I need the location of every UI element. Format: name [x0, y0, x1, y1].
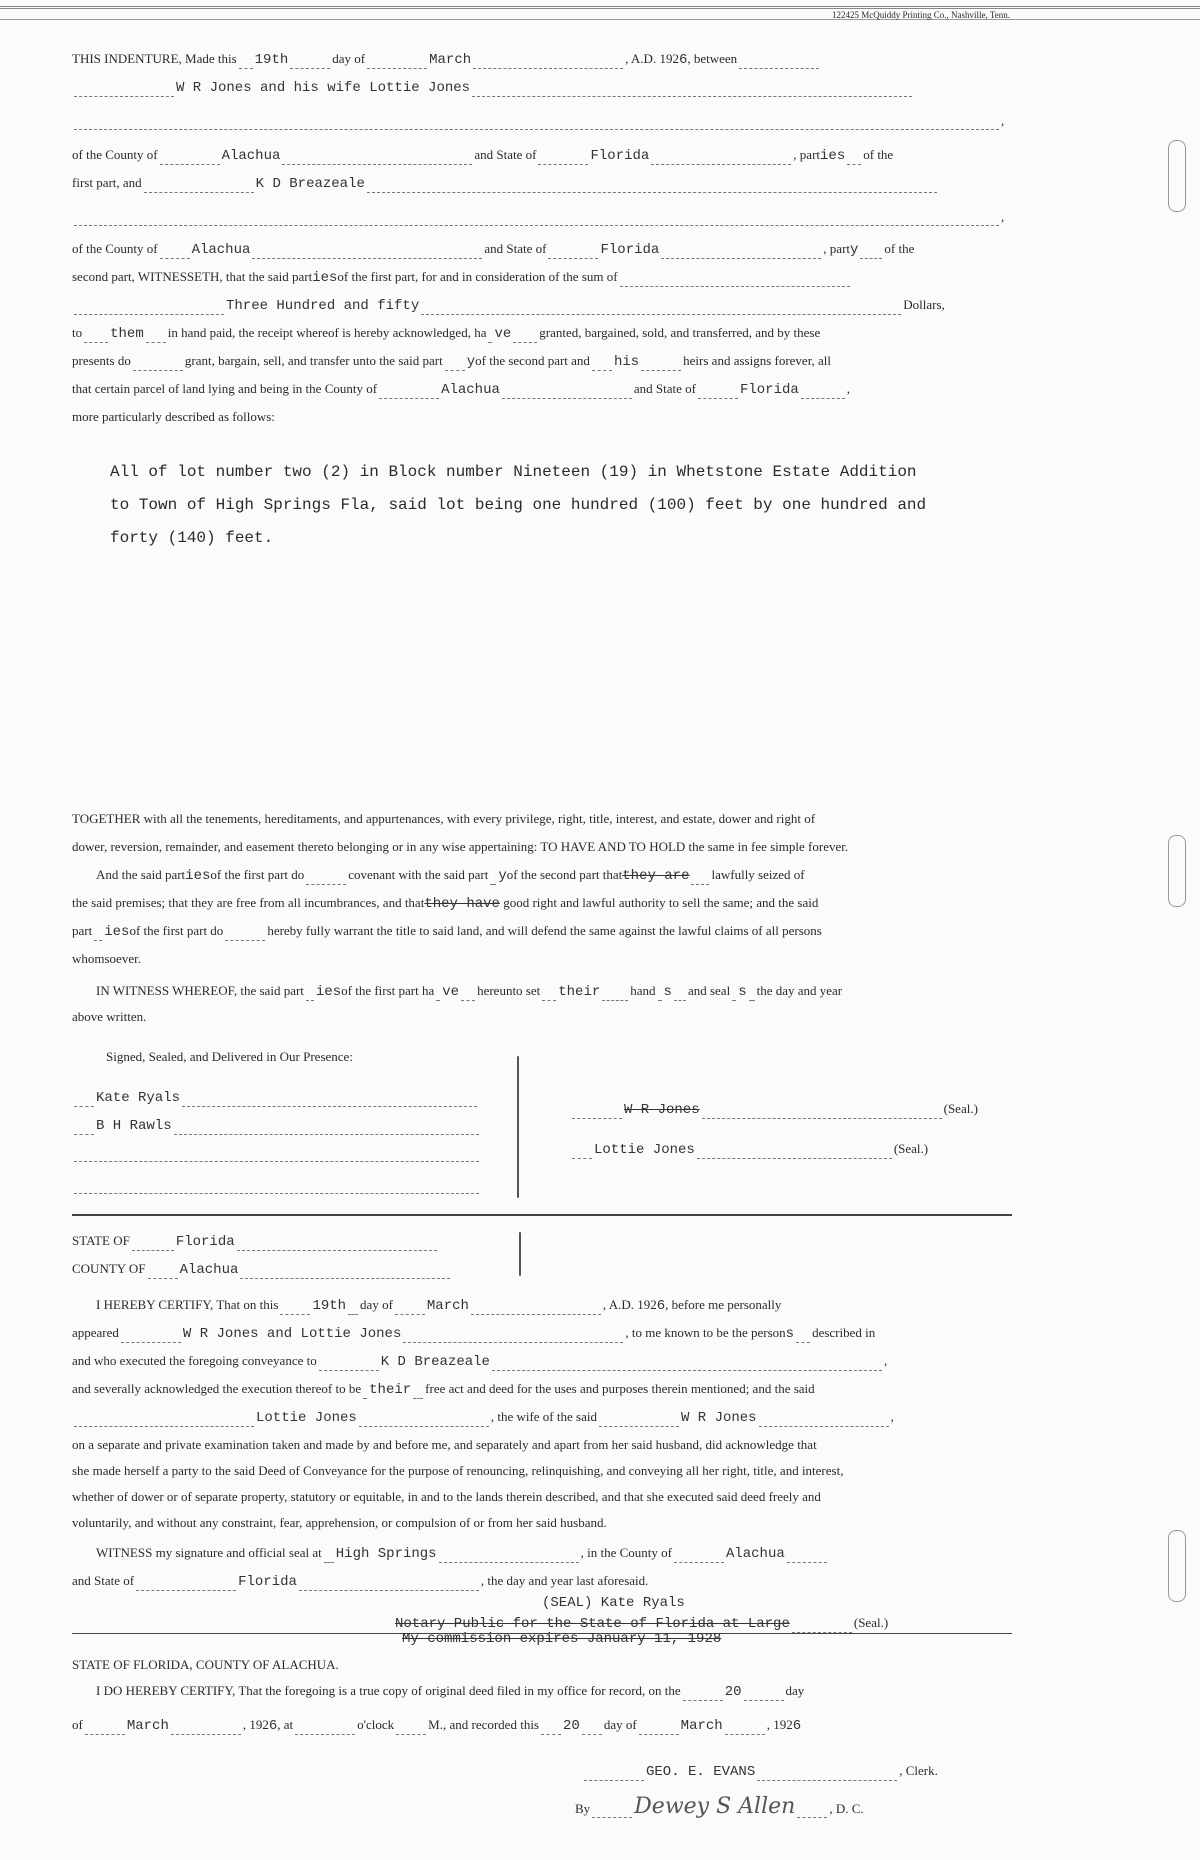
covenant-line-2: the said premises; that they are free from all incumbrances, and thatthey have good right and lawful authority to sell the same; and the said	[72, 895, 819, 912]
legal-description	[110, 456, 990, 555]
clerk-line: GEO. E. EVANS , Clerk.	[582, 1762, 1012, 1781]
notary-witness-line: WITNESS my signature and official seal at High Springs , in the County of Alachua	[72, 1544, 1012, 1563]
parcel-county: Alachua	[441, 382, 500, 398]
ack-husband: W R Jones	[680, 1410, 757, 1426]
venue-brace	[519, 1232, 521, 1276]
first-party-line	[72, 78, 1012, 97]
covenant-line-4: whomsoever.	[72, 951, 141, 966]
second-party-county: Alachua	[191, 242, 251, 258]
ack-wife: Lottie Jones	[256, 1410, 357, 1426]
printer-header	[0, 6, 1200, 20]
notary-state: Florida	[238, 1574, 297, 1590]
recorded-day: 20	[563, 1718, 580, 1734]
together-line-2: dower, reversion, remainder, and easement thereto belonging or in any wise appertaining: TO HAVE AND TO HOLD the same in fee simple forever.	[72, 839, 849, 854]
ack-line-9: voluntarily, and without any constraint, fear, apprehension, or compulsion of or from her said husband.	[72, 1515, 607, 1530]
indenture-line-1: THIS INDENTURE, Made this 19th day of March , A.D. 1926, between	[72, 50, 1012, 69]
witness-signature-line	[72, 1176, 492, 1194]
witness-signature-line	[72, 1144, 492, 1162]
notary-title: Notary Public for the State of Florida at Large	[395, 1616, 790, 1632]
parcel-line: that certain parcel of land lying and being in the County of Alachua and State of Florida ,	[72, 381, 851, 398]
ack-line-8: whether of dower or of separate property, statutory or equitable, in and to the lands therein described, and that she executed said deed freely and	[72, 1489, 821, 1504]
legal-description-line: to Town of High Springs Fla, said lot being one hundred (100) feet by one hundred and	[110, 496, 927, 514]
signed-sealed-heading: Signed, Sealed, and Delivered in Our Presence:	[106, 1049, 353, 1064]
sum-line: Three Hundred and fifty Dollars,	[72, 296, 1012, 315]
commission-expiry: My commission expires January 11, 1928	[402, 1631, 722, 1647]
ack-grantee: K D Breazeale	[380, 1354, 490, 1370]
first-party-name: W R Jones and his wife Lottie Jones	[176, 80, 471, 96]
blank-line: ,	[72, 112, 1012, 130]
ack-state: Florida	[175, 1234, 235, 1250]
first-party-state: Florida	[590, 148, 650, 164]
grantor-1-name: W R Jones	[624, 1102, 700, 1118]
indenture-month: March	[429, 52, 472, 68]
filed-day: 20	[724, 1684, 742, 1700]
ack-line-4: and severally acknowledged the execution thereof to be their free act and deed for the uses and purposes therein mentioned; and the said	[72, 1381, 815, 1398]
presents-line: presents do grant, bargain, sell, and transfer unto the said part yof the second part and his heirs and assigns forever, all	[72, 353, 832, 370]
second-party-county-line: of the County of Alachua and State of Florida , party of the	[72, 241, 915, 258]
binder-hole	[1168, 835, 1186, 907]
blank-line: ,	[72, 208, 1012, 226]
binder-hole	[1168, 1530, 1186, 1602]
ack-line-1: I HEREBY CERTIFY, That on this 19th day of March , A.D. 1926, before me personally	[96, 1297, 782, 1314]
first-party-county-line: of the County of Alachua and State of Florida , parties of the	[72, 147, 894, 164]
signature-brace	[517, 1056, 519, 1198]
ack-month: March	[426, 1298, 469, 1314]
first-party-county: Alachua	[221, 148, 281, 164]
second-party-state: Florida	[600, 242, 660, 258]
together-line-1: TOGETHER with all the tenements, hereditaments, and appurtenances, with every privilege, right, title, interest, and estate, dower and right of	[72, 811, 816, 826]
notary-place: High Springs	[335, 1546, 437, 1562]
deed-document	[72, 40, 1012, 1840]
described-line: more particularly described as follows:	[72, 409, 275, 424]
covenant-line-3: part iesof the first part do hereby fully warrant the title to said land, and will defend the same against the lawful claims of all persons	[72, 923, 822, 940]
section-divider	[72, 1214, 1012, 1216]
notary-seal-name: (SEAL) Kate Ryals	[542, 1595, 685, 1611]
clerk-name: GEO. E. EVANS	[646, 1764, 756, 1780]
grantor-signature-line: Lottie Jones (Seal.)	[570, 1140, 1012, 1159]
record-line-1: I DO HEREBY CERTIFY, That the foregoing is a true copy of original deed filed in my office for record, on the 20 day	[96, 1683, 805, 1700]
witness-whereof-line: IN WITNESS WHEREOF, the said part iesof the first part ha ve hereunto set their hand s and seal s the day and year	[96, 983, 843, 1000]
ack-line-7: she made herself a party to the said Deed of Conveyance for the purpose of renouncing, relinquishing, and conveying all her right, title, and interest,	[72, 1463, 844, 1478]
record-line-2: of March , 1926, at o'clock M., and recorded this 20 day of March , 1926	[72, 1717, 802, 1734]
notary-state-line: and State of Florida , the day and year last aforesaid.	[72, 1573, 649, 1590]
grantor-2-name: Lottie Jones	[594, 1142, 695, 1158]
covenant-line-1: And the said partiesof the first part do covenant with the said part yof the second part thatthey are lawfully seized of	[96, 867, 805, 884]
witness-1-name: Kate Ryals	[96, 1090, 181, 1106]
ack-line-5: Lottie Jones , the wife of the said W R Jones ,	[72, 1408, 1012, 1427]
deputy-clerk-signature: Dewey S Allen	[634, 1794, 796, 1819]
record-title: STATE OF FLORIDA, COUNTY OF ALACHUA.	[72, 1657, 339, 1672]
they-are-text: they are	[622, 868, 690, 884]
filed-month: March	[126, 1718, 169, 1734]
parcel-state: Florida	[739, 382, 799, 398]
witness-signature-line	[72, 1116, 492, 1135]
witness-2-name: B H Rawls	[96, 1118, 172, 1134]
deputy-clerk-line: By Dewey S Allen , D. C.	[575, 1794, 864, 1819]
indenture-day: 19th	[254, 52, 289, 68]
indenture-year: 6	[678, 52, 688, 68]
witnesseth-line: second part, WITNESSETH, that the said partiesof the first part, for and in consideration of the sum of	[72, 268, 1012, 287]
ack-line-3: and who executed the foregoing conveyance to K D Breazeale ,	[72, 1353, 888, 1370]
ack-persons: W R Jones and Lottie Jones	[182, 1326, 402, 1342]
ack-state-line: STATE OF Florida	[72, 1232, 522, 1251]
notary-title-line: Notary Public for the State of Florida at Large (Seal.)	[395, 1615, 889, 1632]
legal-description-line: All of lot number two (2) in Block number Nineteen (19) in Whetstone Estate Addition	[110, 463, 917, 481]
ack-line-6: on a separate and private examination taken and made by and before me, and separately and apart from her said husband, did acknowledge that	[72, 1437, 817, 1452]
they-have-text: they have	[424, 896, 500, 912]
witness-signature-line	[72, 1088, 492, 1107]
binder-hole	[1168, 140, 1186, 212]
second-party-name: K D Breazeale	[255, 176, 365, 192]
ack-day: 19th	[312, 1298, 347, 1314]
ack-line-2: appeared W R Jones and Lottie Jones , to me known to be the persons described in	[72, 1325, 876, 1342]
printer-imprint: 122425 McQuiddy Printing Co., Nashville, Tenn.	[832, 10, 1010, 20]
recorded-month: March	[680, 1718, 723, 1734]
legal-description-line: forty (140) feet.	[110, 529, 274, 547]
grantor-signature-line: W R Jones (Seal.)	[570, 1100, 1012, 1119]
consideration-sum: Three Hundred and fifty	[226, 298, 420, 314]
ack-county-line: COUNTY OF Alachua	[72, 1260, 522, 1279]
witness-whereof-line-2: above written.	[72, 1009, 147, 1024]
notary-county: Alachua	[725, 1546, 785, 1562]
ack-county: Alachua	[179, 1262, 239, 1278]
receipt-line: to them in hand paid, the receipt whereof is hereby acknowledged, ha ve granted, bargained, sold, and transferred, and by these	[72, 325, 821, 342]
second-party-line: first part, and K D Breazeale	[72, 174, 1012, 193]
